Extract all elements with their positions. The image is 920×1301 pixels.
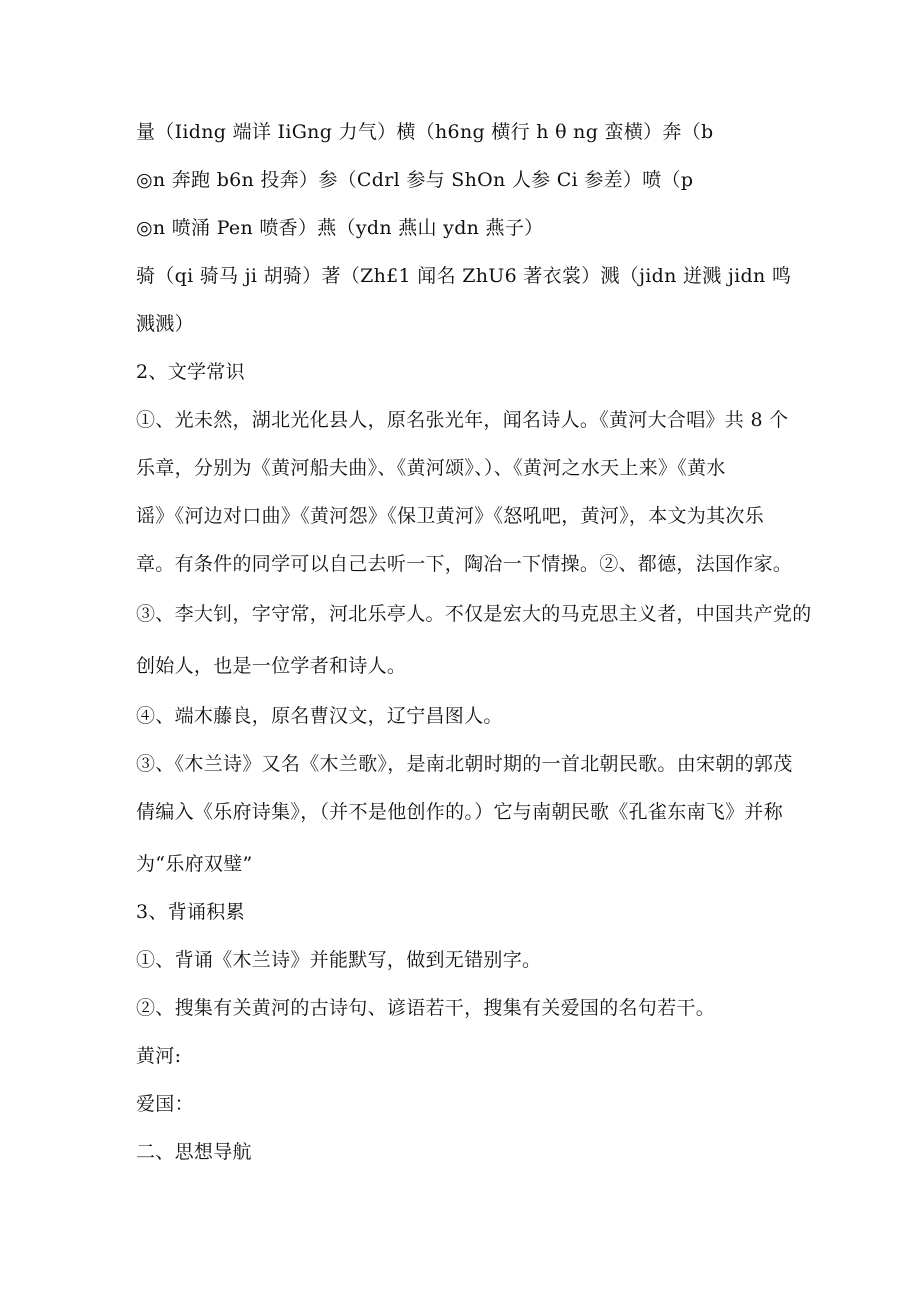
text-line: ②、搜集有关黄河的古诗句、谚语若干，搜集有关爱国的名句若干。: [136, 997, 716, 1019]
text-line: 谣》《河边对口曲》《黄河怨》《保卫黄河》《怒吼吧，黄河》，本文为其次乐: [136, 505, 765, 527]
text-line: 溅溅）: [136, 313, 194, 335]
text-line: ①、背诵《木兰诗》并能默写，做到无错别字。: [136, 949, 542, 971]
text-line: 骑（qi 骑马 ji 胡骑）著（Zh£1 闻名 ZhU6 著衣裳）溅（jidn 迸溅 jidn 鸣: [136, 265, 792, 287]
text-line: 为“乐府双璧”: [136, 853, 253, 875]
text-line: 创始人，也是一位学者和诗人。: [136, 655, 407, 677]
text-line: ③、李大钊，字守常，河北乐亭人。不仅是宏大的马克思主义者，中国共产党的: [136, 603, 812, 625]
text-line: 爱国：: [136, 1093, 194, 1115]
text-line: 黄河:: [136, 1045, 182, 1067]
text-line: ①、光未然，湖北光化县人，原名张光年，闻名诗人。《黄河大合唱》共 8 个: [136, 409, 789, 431]
section-heading: 二、思想导航: [136, 1141, 252, 1163]
section-heading: 2、文学常识: [136, 361, 245, 383]
text-line: ◎n 奔跑 b6n 投奔）参（Cdrl 参与 ShOn 人参 Ci 参差）喷（p: [136, 169, 694, 191]
text-line: 乐章，分别为《黄河船夫曲》、《黄河颂》、）、《黄河之水天上来》《黄水: [136, 457, 726, 479]
section-heading: 3、背诵积累: [136, 901, 245, 923]
text-line: 量（Iidng 端详 IiGng 力气）横（h6ng 横行 h θ ng 蛮横）奔（b: [136, 121, 714, 143]
text-line: ◎n 喷涌 Pen 喷香）燕（ydn 燕山 ydn 燕子）: [136, 217, 544, 239]
text-line: 章。有条件的同学可以自己去听一下，陶冶一下情操。②、都德，法国作家。: [136, 553, 793, 575]
text-line: ④、端木藤良，原名曹汉文，辽宁昌图人。: [136, 705, 503, 727]
text-line: ③、《木兰诗》又名《木兰歌》，是南北朝时期的一首北朝民歌。由宋朝的郭茂: [136, 753, 793, 775]
text-line: 倩编入《乐府诗集》，（并不是他创作的。）它与南朝民歌《孔雀东南飞》并称: [136, 801, 784, 823]
